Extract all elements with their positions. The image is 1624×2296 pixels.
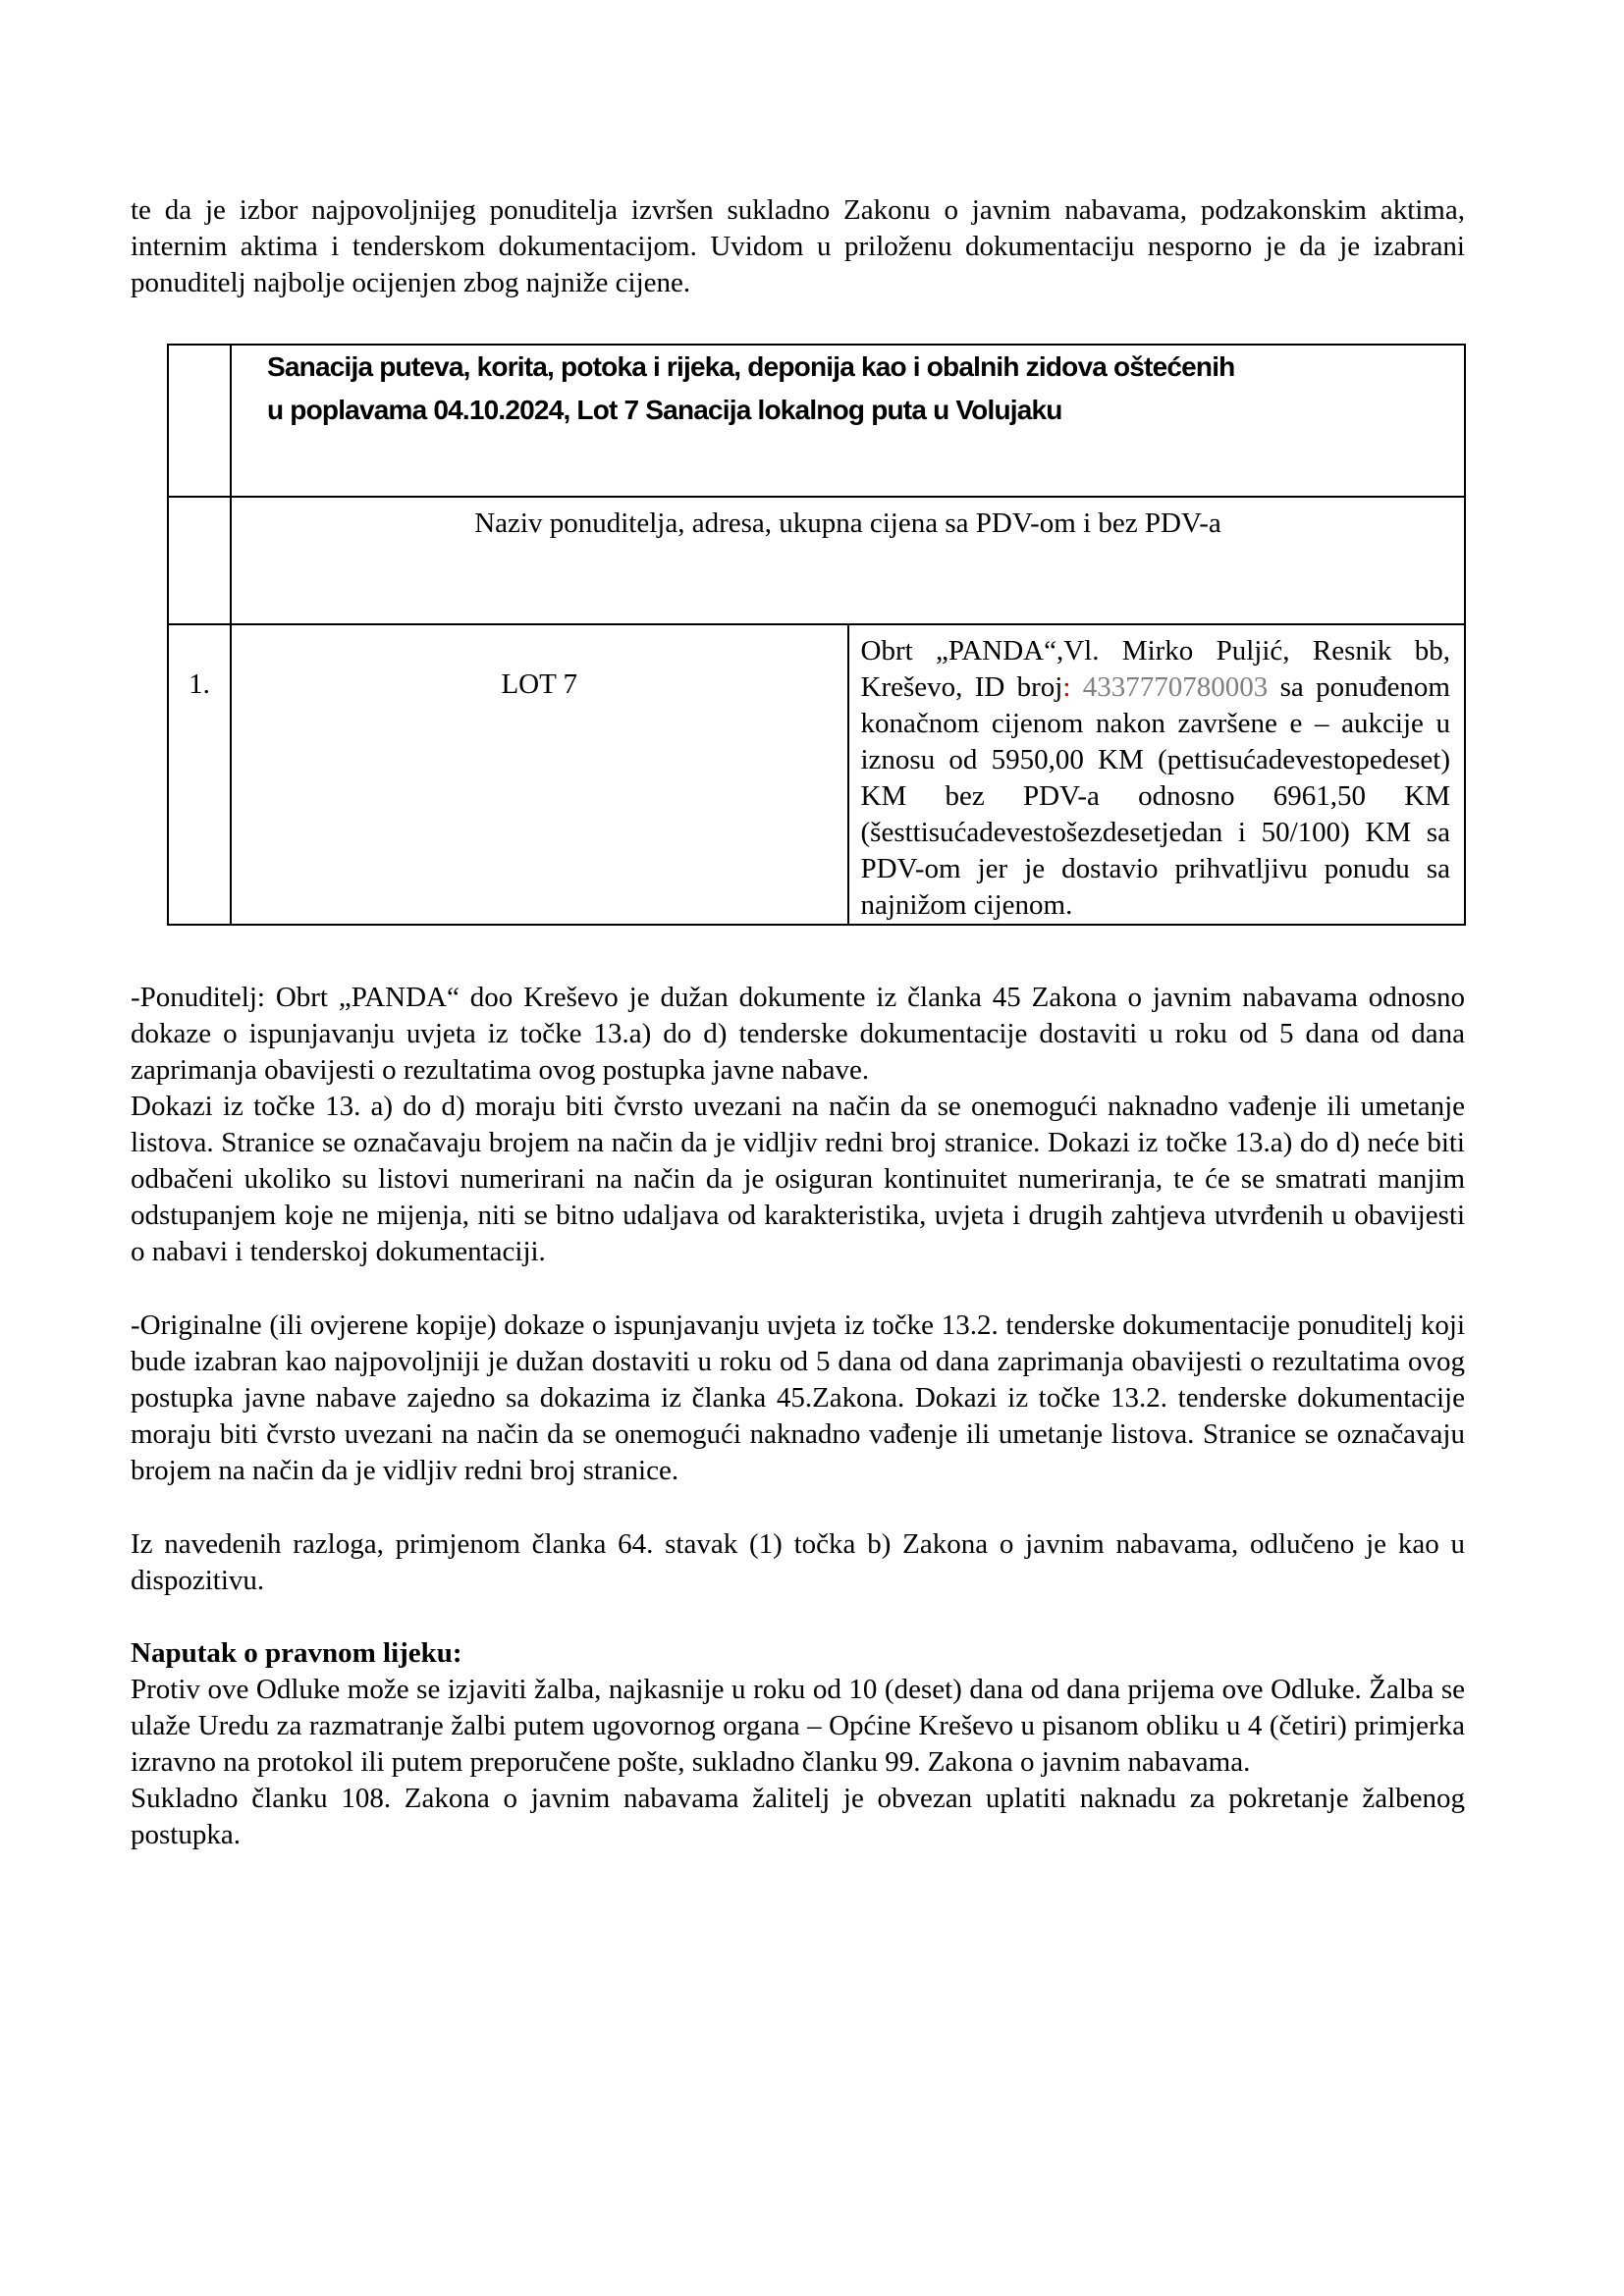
table-data-row bbox=[168, 624, 1465, 925]
table-title-cell bbox=[231, 345, 1465, 497]
legal-remedy-paragraph-2: Sukladno članku 108. Zakona o javnim nabavama žalitelj je obvezan uplatiti naknadu za pokretanje žalbenog postupka. bbox=[131, 1783, 1465, 1850]
id-broj-colon: : bbox=[1062, 671, 1071, 703]
table-subtitle-row bbox=[168, 497, 1465, 624]
bidder-details-cell bbox=[848, 624, 1466, 925]
legal-remedy-paragraph-1: Protiv ove Odluke može se izjaviti žalba, najkasnije u roku od 10 (deset) dana od dana prijema ove Odluke. Žalba se ulaže Uredu za razmatranje žalbi putem ugovornog organa – Općine Kreševo u pisanom obliku u 4 (četiri) primjerka izravno na protokol ili putem preporučene pošte, sukladno članku 99. Zakona o javnim nabavama. bbox=[131, 1674, 1465, 1778]
legal-remedy-heading: Naputak o pravnom lijeku: bbox=[131, 1637, 462, 1669]
paragraph-ponuditelj: -Ponuditelj: Obrt „PANDA“ doo Kreševo je dužan dokumente iz članka 45 Zakona o javnim nabavama odnosno dokaze o ispunjavanju uvjeta iz točke 13.a) do d) tenderske dokumentacije dostaviti u roku od 5 dana od dana zaprimanja obavijesti o rezultatima ovog postupka javne nabave. bbox=[131, 982, 1465, 1086]
row-number-cell: 1. bbox=[168, 624, 231, 925]
intro-paragraph: te da je izbor najpovoljnijeg ponuditelja izvršen sukladno Zakonu o javnim nabavama, podzakonskim aktima, internim aktima i tenderskom dokumentacijom. Uvidom u priloženu dokumentaciju nesporno je da je izabrani ponuditelj najbolje ocijenjen zbog najniže cijene. bbox=[131, 194, 1465, 298]
paragraph-iz-navedenih: Iz navedenih razloga, primjenom članka 64. stavak (1) točka b) Zakona o javnim nabavama, odlučeno je kao u dispozitivu. bbox=[131, 1528, 1465, 1596]
subtitle-row-empty-cell bbox=[168, 497, 231, 624]
lot-cell: LOT 7 bbox=[231, 624, 848, 925]
bidder-details-text-continued: sa ponuđenom konačnom cijenom nakon završene e – aukcije u iznosu od 5950,00 KM (pettisućadevestopedeset) KM bez PDV-a odnosno 6961,50 KM (šesttisućadevestošezdesetjedan i 50/100) KM sa PDV-om jer je dostavio prihvatljivu ponudu sa najnižom cijenom. bbox=[860, 671, 1450, 921]
table-title-line-1: Sanacija puteva, korita, potoka i rijeka, deponija kao i obalnih zidova oštećenih bbox=[267, 351, 1235, 382]
paragraph-dokazi: Dokazi iz točke 13. a) do d) moraju biti čvrsto uvezani na način da se onemogući naknadno vađenje ili umetanje listova. Stranice se označavaju brojem na način da je vidljiv redni broj stranice. Dokazi iz točke 13.a) do d) neće biti odbačeni ukoliko su listovi numerirani na način da je osiguran kontinuitet numeriranja, te će se smatrati manjim odstupanjem koje ne mijenja, niti se bitno udaljava od karakteristika, uvjeta i drugih zahtjeva utvrđenih u obavijesti o nabavi i tenderskoj dokumentaciji. bbox=[131, 1091, 1465, 1267]
title-row-empty-cell bbox=[168, 345, 231, 497]
table-subtitle-cell: Naziv ponuditelja, adresa, ukupna cijena sa PDV-om i bez PDV-a bbox=[231, 497, 1465, 624]
document-content bbox=[131, 192, 1465, 1853]
tender-table bbox=[167, 344, 1466, 926]
bidder-details-text: Obrt „PANDA“,Vl. Mirko Puljić, Resnik bb, Kreševo, ID broj bbox=[860, 635, 1450, 703]
id-broj-number: 4337770780003 bbox=[1082, 671, 1269, 703]
table-title-row bbox=[168, 345, 1465, 497]
paragraph-originalne: -Originalne (ili ovjerene kopije) dokaze o ispunjavanju uvjeta iz točke 13.2. tenderske dokumentacije ponuditelj koji bude izabran kao najpovoljniji je dužan dostaviti u roku od 5 dana od dana zaprimanja obavijesti o rezultatima ovog postupka javne nabave zajedno sa dokazima iz članka 45.Zakona. Dokazi iz točke 13.2. tenderske dokumentacije moraju biti čvrsto uvezani na način da se onemogući naknadno vađenje ili umetanje listova. Stranice se označavaju brojem na način da je vidljiv redni broj stranice. bbox=[131, 1309, 1465, 1486]
table-title-line-2: u poplavama 04.10.2024, Lot 7 Sanacija lokalnog puta u Volujaku bbox=[267, 395, 1062, 425]
